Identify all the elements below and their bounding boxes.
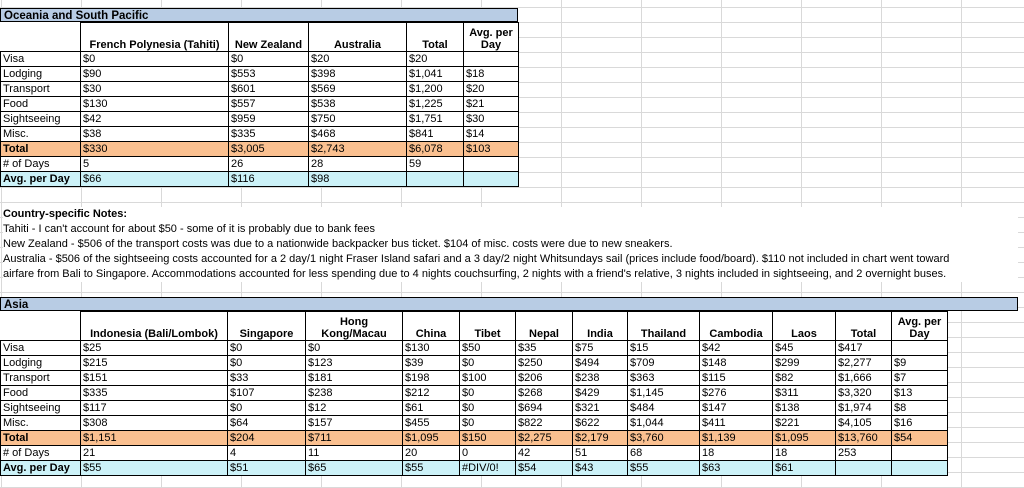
oceania-section-title[interactable]: Oceania and South Pacific: [0, 8, 518, 22]
column-header[interactable]: Avg. per Day: [892, 312, 948, 341]
value-cell[interactable]: 21: [81, 446, 228, 461]
days-row: [1, 446, 948, 461]
value-cell[interactable]: $15: [628, 341, 700, 356]
note-line[interactable]: New Zealand - $506 of the transport costs was due to a nationwide backpacker bus ticket. $104 of misc. costs were due to new sneakers.: [3, 238, 673, 250]
corner-cell[interactable]: [1, 23, 81, 52]
table-row: [1, 82, 519, 97]
value-cell[interactable]: $20: [309, 52, 407, 67]
value-cell[interactable]: $55: [403, 461, 460, 476]
value-cell[interactable]: $308: [81, 416, 228, 431]
value-cell[interactable]: #DIV/0!: [460, 461, 516, 476]
total-row: [1, 431, 948, 446]
oceania-table: [0, 22, 519, 187]
value-cell[interactable]: [892, 461, 948, 476]
value-cell[interactable]: $115: [700, 371, 773, 386]
value-cell[interactable]: $3,760: [628, 431, 700, 446]
value-cell[interactable]: 20: [403, 446, 460, 461]
value-cell[interactable]: $1,225: [407, 97, 464, 112]
value-cell[interactable]: 5: [81, 157, 229, 172]
value-cell[interactable]: $130: [81, 97, 229, 112]
value-cell[interactable]: $14: [464, 127, 519, 142]
column-header[interactable]: French Polynesia (Tahiti): [81, 23, 229, 52]
value-cell[interactable]: $117: [81, 401, 228, 416]
value-cell[interactable]: $0: [460, 386, 516, 401]
value-cell[interactable]: $54: [892, 431, 948, 446]
value-cell[interactable]: $2,743: [309, 142, 407, 157]
value-cell[interactable]: $484: [628, 401, 700, 416]
value-cell[interactable]: $709: [628, 356, 700, 371]
column-header[interactable]: Thailand: [628, 312, 700, 341]
column-header[interactable]: Tibet: [460, 312, 516, 341]
value-cell[interactable]: $3,005: [229, 142, 309, 157]
value-cell[interactable]: $1,139: [700, 431, 773, 446]
value-cell[interactable]: $20: [407, 52, 464, 67]
value-cell[interactable]: 253: [836, 446, 892, 461]
value-cell[interactable]: $12: [306, 401, 403, 416]
value-cell[interactable]: $16: [892, 416, 948, 431]
value-cell[interactable]: $150: [460, 431, 516, 446]
value-cell[interactable]: $0: [228, 401, 306, 416]
value-cell[interactable]: $8: [892, 401, 948, 416]
column-header[interactable]: Hong Kong/Macau: [306, 312, 403, 341]
value-cell[interactable]: $148: [700, 356, 773, 371]
value-cell[interactable]: $276: [700, 386, 773, 401]
value-cell[interactable]: $51: [228, 461, 306, 476]
value-cell[interactable]: [407, 172, 464, 187]
value-cell[interactable]: $822: [516, 416, 573, 431]
asia-section-title[interactable]: Asia: [0, 297, 1018, 311]
value-cell[interactable]: $55: [81, 461, 228, 476]
column-header[interactable]: Avg. per Day: [464, 23, 519, 52]
value-cell[interactable]: $1,200: [407, 82, 464, 97]
value-cell[interactable]: $694: [516, 401, 573, 416]
column-header[interactable]: Indonesia (Bali/Lombok): [81, 312, 228, 341]
value-cell[interactable]: $13: [892, 386, 948, 401]
value-cell[interactable]: $21: [464, 97, 519, 112]
value-cell[interactable]: $66: [81, 172, 229, 187]
table-row: [1, 401, 948, 416]
value-cell[interactable]: $0: [460, 356, 516, 371]
value-cell[interactable]: [464, 157, 519, 172]
row-label-cell[interactable]: Misc.: [1, 127, 81, 142]
row-label-cell[interactable]: Total: [1, 142, 81, 157]
value-cell[interactable]: $0: [81, 52, 229, 67]
value-cell[interactable]: 18: [773, 446, 836, 461]
value-cell[interactable]: $138: [773, 401, 836, 416]
value-cell[interactable]: $30: [464, 112, 519, 127]
value-cell[interactable]: $206: [516, 371, 573, 386]
column-header[interactable]: New Zealand: [229, 23, 309, 52]
value-cell[interactable]: 68: [628, 446, 700, 461]
value-cell[interactable]: $2,275: [516, 431, 573, 446]
country-notes: [3, 207, 1018, 282]
notes-heading[interactable]: Country-specific Notes:: [3, 208, 128, 220]
value-cell[interactable]: $1,145: [628, 386, 700, 401]
value-cell[interactable]: $6,078: [407, 142, 464, 157]
value-cell[interactable]: $238: [306, 386, 403, 401]
value-cell[interactable]: $65: [306, 461, 403, 476]
column-header[interactable]: Laos: [773, 312, 836, 341]
row-label-cell[interactable]: Avg. per Day: [1, 172, 81, 187]
table-row: [1, 127, 519, 142]
asia-table: [0, 311, 948, 476]
table-row: [1, 356, 948, 371]
value-cell[interactable]: $299: [773, 356, 836, 371]
value-cell[interactable]: $238: [573, 371, 628, 386]
value-cell[interactable]: $54: [516, 461, 573, 476]
value-cell[interactable]: 0: [460, 446, 516, 461]
value-cell[interactable]: $1,666: [836, 371, 892, 386]
value-cell[interactable]: $2,179: [573, 431, 628, 446]
value-cell[interactable]: $2,277: [836, 356, 892, 371]
row-label-cell[interactable]: Sightseeing: [1, 401, 81, 416]
value-cell[interactable]: $250: [516, 356, 573, 371]
value-cell[interactable]: $363: [628, 371, 700, 386]
note-line[interactable]: Tahiti - I can't account for about $50 - some of it is probably due to bank fees: [3, 223, 376, 235]
value-cell[interactable]: $43: [573, 461, 628, 476]
note-line[interactable]: Australia - $506 of the sightseeing costs accounted for a 2 day/1 night Fraser Island safari and a 3 day/2 night Whitsundays sail (prices include food/board). $110 not included in chart went toward: [3, 253, 950, 265]
value-cell[interactable]: $98: [309, 172, 407, 187]
value-cell[interactable]: $494: [573, 356, 628, 371]
value-cell[interactable]: $151: [81, 371, 228, 386]
value-cell[interactable]: $1,095: [403, 431, 460, 446]
value-cell[interactable]: [464, 172, 519, 187]
row-label-cell[interactable]: Transport: [1, 82, 81, 97]
row-label-cell[interactable]: # of Days: [1, 446, 81, 461]
value-cell[interactable]: $0: [228, 341, 306, 356]
value-cell[interactable]: $103: [464, 142, 519, 157]
row-label-cell[interactable]: Transport: [1, 371, 81, 386]
value-cell[interactable]: $0: [306, 341, 403, 356]
value-cell[interactable]: $7: [892, 371, 948, 386]
row-label-cell[interactable]: Food: [1, 386, 81, 401]
value-cell[interactable]: [892, 341, 948, 356]
value-cell[interactable]: [892, 446, 948, 461]
row-label-cell[interactable]: Lodging: [1, 67, 81, 82]
row-label-cell[interactable]: Lodging: [1, 356, 81, 371]
row-label-cell[interactable]: Sightseeing: [1, 112, 81, 127]
value-cell[interactable]: $0: [229, 52, 309, 67]
value-cell[interactable]: $39: [403, 356, 460, 371]
value-cell[interactable]: $0: [228, 356, 306, 371]
value-cell[interactable]: $711: [306, 431, 403, 446]
value-cell[interactable]: 4: [228, 446, 306, 461]
table-row: [1, 386, 948, 401]
value-cell[interactable]: $35: [516, 341, 573, 356]
value-cell[interactable]: $455: [403, 416, 460, 431]
row-label-cell[interactable]: Avg. per Day: [1, 461, 81, 476]
value-cell[interactable]: $82: [773, 371, 836, 386]
value-cell[interactable]: 59: [407, 157, 464, 172]
value-cell[interactable]: $622: [573, 416, 628, 431]
value-cell[interactable]: $1,044: [628, 416, 700, 431]
value-cell[interactable]: $75: [573, 341, 628, 356]
value-cell[interactable]: $9: [892, 356, 948, 371]
value-cell[interactable]: 51: [573, 446, 628, 461]
value-cell[interactable]: 26: [229, 157, 309, 172]
column-header[interactable]: Total: [407, 23, 464, 52]
value-cell[interactable]: $61: [403, 401, 460, 416]
value-cell[interactable]: $147: [700, 401, 773, 416]
table-row: [1, 112, 519, 127]
total-row: [1, 142, 519, 157]
column-header[interactable]: Australia: [309, 23, 407, 52]
table-row: [1, 67, 519, 82]
note-line[interactable]: airfare from Bali to Singapore. Accommodations accounted for less spending due to 4 nights couchsurfing, 2 nights with a friend's relative, 3 nights included in sightseeing, and 2 overnight buses.: [3, 268, 947, 280]
value-cell[interactable]: $1,041: [407, 67, 464, 82]
value-cell[interactable]: $398: [309, 67, 407, 82]
avg-per-day-row: [1, 461, 948, 476]
value-cell[interactable]: $1,974: [836, 401, 892, 416]
value-cell[interactable]: [836, 461, 892, 476]
value-cell[interactable]: $553: [229, 67, 309, 82]
header-row: [1, 23, 519, 52]
value-cell[interactable]: $100: [460, 371, 516, 386]
value-cell[interactable]: $55: [628, 461, 700, 476]
value-cell[interactable]: $411: [700, 416, 773, 431]
value-cell[interactable]: $90: [81, 67, 229, 82]
row-label-cell[interactable]: Food: [1, 97, 81, 112]
value-cell[interactable]: $33: [228, 371, 306, 386]
value-cell[interactable]: $64: [228, 416, 306, 431]
table-row: [1, 97, 519, 112]
value-cell[interactable]: 42: [516, 446, 573, 461]
value-cell[interactable]: 11: [306, 446, 403, 461]
column-header[interactable]: Nepal: [516, 312, 573, 341]
value-cell[interactable]: $204: [228, 431, 306, 446]
value-cell[interactable]: $212: [403, 386, 460, 401]
column-header[interactable]: China: [403, 312, 460, 341]
value-cell[interactable]: $330: [81, 142, 229, 157]
value-cell[interactable]: $468: [309, 127, 407, 142]
value-cell[interactable]: $107: [228, 386, 306, 401]
days-row: [1, 157, 519, 172]
corner-cell[interactable]: [1, 312, 81, 341]
value-cell[interactable]: $116: [229, 172, 309, 187]
value-cell[interactable]: $0: [460, 416, 516, 431]
value-cell[interactable]: $221: [773, 416, 836, 431]
table-row: [1, 341, 948, 356]
value-cell[interactable]: $335: [81, 386, 228, 401]
value-cell[interactable]: [464, 52, 519, 67]
value-cell[interactable]: $18: [464, 67, 519, 82]
value-cell[interactable]: $13,760: [836, 431, 892, 446]
value-cell[interactable]: $557: [229, 97, 309, 112]
row-label-cell[interactable]: Misc.: [1, 416, 81, 431]
value-cell[interactable]: $1,151: [81, 431, 228, 446]
value-cell[interactable]: $311: [773, 386, 836, 401]
value-cell[interactable]: $25: [81, 341, 228, 356]
value-cell[interactable]: 18: [700, 446, 773, 461]
value-cell[interactable]: $841: [407, 127, 464, 142]
value-cell[interactable]: $38: [81, 127, 229, 142]
table-row: [1, 416, 948, 431]
value-cell[interactable]: $42: [700, 341, 773, 356]
value-cell[interactable]: $601: [229, 82, 309, 97]
value-cell[interactable]: $750: [309, 112, 407, 127]
avg-per-day-row: [1, 172, 519, 187]
column-header[interactable]: Cambodia: [700, 312, 773, 341]
value-cell[interactable]: $130: [403, 341, 460, 356]
value-cell[interactable]: $268: [516, 386, 573, 401]
value-cell[interactable]: $198: [403, 371, 460, 386]
value-cell[interactable]: $215: [81, 356, 228, 371]
row-label-cell[interactable]: # of Days: [1, 157, 81, 172]
row-label-cell[interactable]: Visa: [1, 52, 81, 67]
value-cell[interactable]: $3,320: [836, 386, 892, 401]
value-cell[interactable]: 28: [309, 157, 407, 172]
value-cell[interactable]: $50: [460, 341, 516, 356]
value-cell[interactable]: $42: [81, 112, 229, 127]
column-header[interactable]: Total: [836, 312, 892, 341]
table-row: [1, 371, 948, 386]
column-header[interactable]: India: [573, 312, 628, 341]
value-cell[interactable]: $538: [309, 97, 407, 112]
value-cell[interactable]: $45: [773, 341, 836, 356]
value-cell[interactable]: $157: [306, 416, 403, 431]
value-cell[interactable]: $321: [573, 401, 628, 416]
value-cell[interactable]: $1,751: [407, 112, 464, 127]
value-cell[interactable]: $429: [573, 386, 628, 401]
column-header[interactable]: Singapore: [228, 312, 306, 341]
value-cell[interactable]: $417: [836, 341, 892, 356]
value-cell[interactable]: $4,105: [836, 416, 892, 431]
value-cell[interactable]: $20: [464, 82, 519, 97]
value-cell[interactable]: $959: [229, 112, 309, 127]
value-cell[interactable]: $0: [460, 401, 516, 416]
row-label-cell[interactable]: Total: [1, 431, 81, 446]
value-cell[interactable]: $181: [306, 371, 403, 386]
table-row: [1, 52, 519, 67]
value-cell[interactable]: $63: [700, 461, 773, 476]
value-cell[interactable]: $123: [306, 356, 403, 371]
value-cell[interactable]: $1,095: [773, 431, 836, 446]
value-cell[interactable]: $61: [773, 461, 836, 476]
value-cell[interactable]: $335: [229, 127, 309, 142]
value-cell[interactable]: $569: [309, 82, 407, 97]
value-cell[interactable]: $30: [81, 82, 229, 97]
header-row: [1, 312, 948, 341]
row-label-cell[interactable]: Visa: [1, 341, 81, 356]
